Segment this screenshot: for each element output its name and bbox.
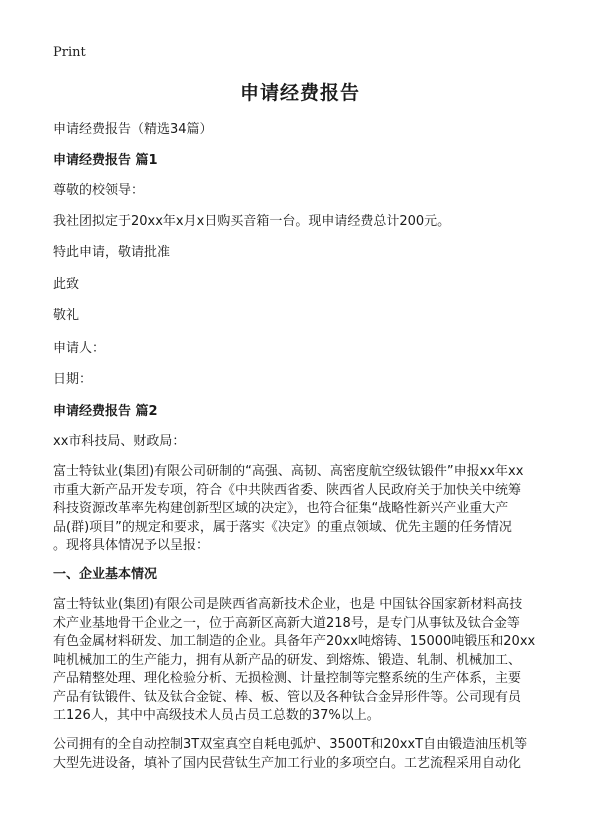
applicant-label: 申请人： — [53, 341, 106, 356]
subsection-heading: 一、企业基本情况 — [53, 567, 158, 582]
paragraph-line: 市重大新产品开发专项，符合《中共陕西省委、陕西省人民政府关于加快关中统筹 — [53, 482, 522, 498]
paragraph-line: 科技资源改革率先构建创新型区域的决定》，也符合征集“战略性新兴产业重大产 — [53, 501, 509, 516]
intro-paragraph — [53, 463, 553, 556]
paragraph-line: 工126人，其中中高级技术人员占员工总数的37%以上。 — [53, 708, 380, 723]
paragraph-line: 。现将具体情况予以呈报： — [53, 538, 210, 553]
paragraph-line: 术产业基地骨干企业之一，位于高新区高新大道218号，是专门从事钛及钛合金等 — [53, 615, 520, 631]
closing-line-1: 此致 — [53, 277, 80, 292]
paragraph-line: 产品精整处理、理化检验分析、无损检测、计量控制等完整系统的生产体系，主要 — [53, 671, 522, 686]
paragraph-line: 公司拥有的全自动控制3T双室真空自耗电弧炉、3500T和20xxT自由锻造油压机等 — [53, 737, 528, 752]
print-link[interactable]: Print — [53, 45, 86, 60]
paragraph-line: 吨机械加工的生产能力，拥有从新产品的研发、到熔炼、锻造、轧制、机械加工、 — [53, 652, 522, 668]
paragraph-line: 富士特钛业(集团)有限公司是陕西省高新技术企业，也是 中国钛谷国家新材料高技 — [53, 597, 523, 612]
section-heading-2: 申请经费报告 篇2 — [53, 404, 158, 419]
recipient-line: xx市科技局、财政局： — [53, 434, 186, 449]
equipment-paragraph — [53, 736, 553, 773]
body-text: 我社团拟定于20xx年x月x日购买音箱一台。现申请经费总计200元。 — [53, 214, 451, 229]
request-text: 特此申请，敬请批准 — [53, 245, 171, 260]
paragraph-line: 有色金属材料研发、加工制造的企业。具备年产20xx吨熔铸、15000吨锻压和20xx — [53, 634, 536, 649]
date-label: 日期： — [53, 372, 93, 387]
paragraph-line: 富士特钛业(集团)有限公司研制的“高强、高韧、高密度航空级钛锻件”申报xx年xx — [53, 464, 524, 479]
paragraph-line: 产品有钛锻件、钛及钛合金锭、棒、板、管以及各种钛合金异形件等。公司现有员 — [53, 689, 522, 705]
paragraph-line: 品(群)项目”的规定和要求，属于落实《决定》的重点领域、优先主题的任务情况 — [53, 519, 512, 535]
document-subtitle: 申请经费报告（精选34篇） — [53, 122, 213, 137]
section-heading-1: 申请经费报告 篇1 — [53, 153, 158, 168]
salutation: 尊敬的校领导： — [53, 183, 145, 198]
company-info-paragraph — [53, 596, 553, 726]
paragraph-line: 大型先进设备，填补了国内民营钛生产加工行业的多项空白。工艺流程采用自动化 — [53, 755, 522, 771]
page-title: 申请经费报告 — [239, 82, 360, 104]
closing-line-2: 敬礼 — [53, 308, 80, 323]
